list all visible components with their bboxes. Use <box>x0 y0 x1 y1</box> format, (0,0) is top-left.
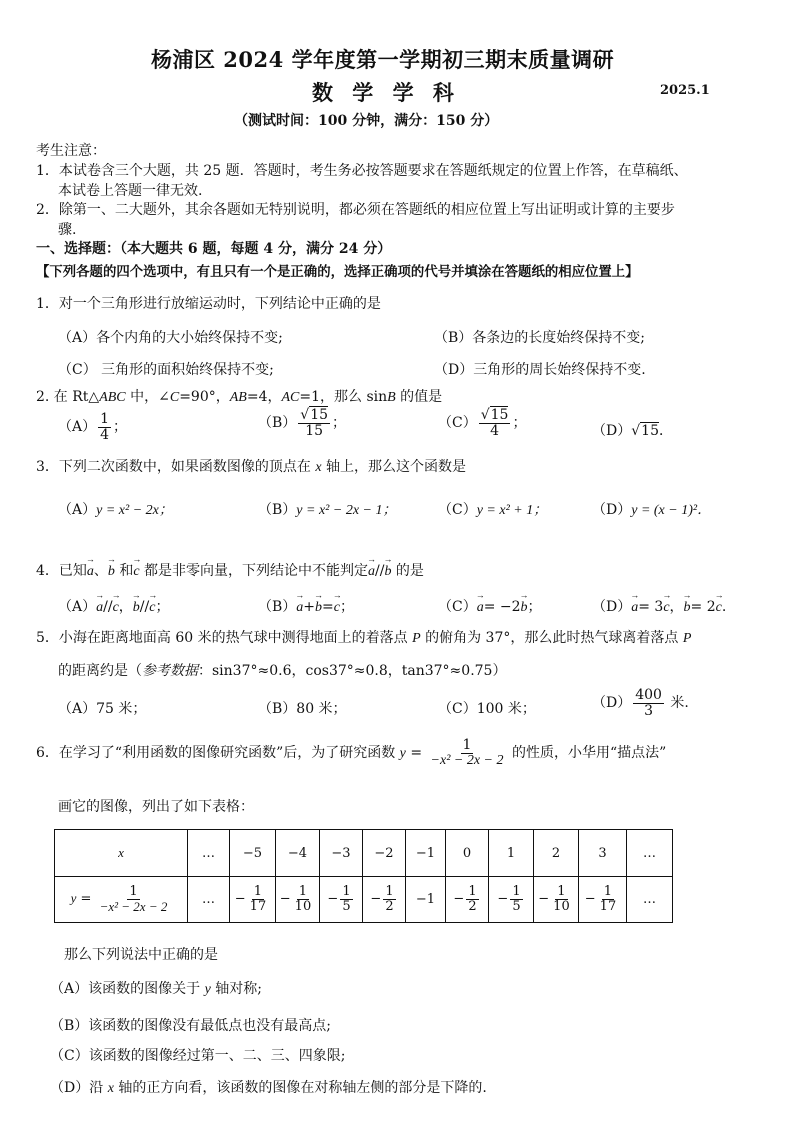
q4-stem: 4．已知→ a、→ b 和→ c 都是非零向量，下列结论中不能判定→ a//→ b 的是 <box>36 560 424 580</box>
q4-option-a: （A）→ a//→ c，→ b//→ c； <box>58 596 169 616</box>
q6-stem: 6．在学习了“利用函数的图像研究函数”后，为了研究函数 y = $\frac{1}{\text{−x² − 2x − 2}}$ 的性质，小华用“描点法” <box>36 737 667 768</box>
q4-option-b: （B）→ a+→ b=→ c； <box>258 596 354 616</box>
section-instruction: 【下列各题的四个选项中，有且只有一个是正确的，选择正确项的代号并填涂在答题纸的相应位置上】 <box>36 264 639 280</box>
q1-option-d: （D）三角形的周长始终保持不变. <box>434 362 646 378</box>
q3-option-a: （A）y = x² − 2x； <box>58 502 173 518</box>
value-table <box>54 829 673 923</box>
q2-stem: 2. 在 Rt△ABC 中，∠C=90°，AB=4，AC=1，那么 sinB 的值是 <box>36 389 443 405</box>
q6-option-a: （A）该函数的图像关于 y 轴对称; <box>50 981 262 997</box>
table-cell: −1 <box>406 877 446 923</box>
q5-stem-line-2: 的距离约是（参考数据：sin37°≈0.6，cos37°≈0.8，tan37°≈0.75） <box>58 663 507 679</box>
notice-item-2: 2．除第一、二大题外，其余各题如无特别说明，都必须在答题纸的相应位置上写出证明或计算的主要步 <box>36 202 675 218</box>
table-cell: −4 <box>276 830 320 877</box>
table-cell: −3 <box>320 830 363 877</box>
q2-option-d: （D）√15． <box>592 423 673 439</box>
exam-info: （测试时间：100 分钟，满分：150 分） <box>234 113 499 129</box>
table-header-x: x <box>55 830 188 877</box>
table-cell: 1 <box>489 830 534 877</box>
table-cell: − $\frac{1}{17}$ <box>230 877 276 923</box>
table-row-x <box>55 830 673 877</box>
q6-option-c: （C）该函数的图像经过第一、二、三、四象限; <box>50 1048 346 1064</box>
q1-option-a: （A）各个内角的大小始终保持不变; <box>58 330 283 346</box>
table-row-y <box>55 877 673 923</box>
q3-stem: 3．下列二次函数中，如果函数图像的顶点在 x 轴上，那么这个函数是 <box>36 459 467 475</box>
exam-date: 2025.1 <box>660 83 710 98</box>
table-cell: −2 <box>363 830 406 877</box>
table-cell: 2 <box>534 830 579 877</box>
table-cell: … <box>188 877 230 923</box>
q6-option-b: （B）该函数的图像没有最低点也没有最高点; <box>50 1018 332 1034</box>
notice-item-1: 1．本试卷含三个大题，共 25 题．答题时，考生务必按答题要求在答题纸规定的位置上作答，在草稿纸、 <box>36 163 688 179</box>
subject-title: 数 学 学 科 <box>312 80 460 105</box>
table-cell: − $\frac{1}{10}$ <box>276 877 320 923</box>
table-cell: − $\frac{1}{5}$ <box>489 877 534 923</box>
table-header-y: y = $\frac{1}{\text{−x² − 2x − 2}}$ <box>55 877 188 923</box>
table-cell: −1 <box>406 830 446 877</box>
q4-option-d: （D）→ a= 3→ c，→ b= 2→ c. <box>592 596 726 616</box>
q5-stem-line-1: 5．小海在距离地面高 60 米的热气球中测得地面上的着落点 P 的俯角为 37°，那么此时热气球离着落点 P <box>36 630 692 646</box>
exam-title: 杨浦区 2024 学年度第一学期初三期末质量调研 <box>151 47 615 72</box>
table-cell: 3 <box>579 830 627 877</box>
notice-heading: 考生注意： <box>36 143 106 159</box>
table-cell: − $\frac{1}{5}$ <box>320 877 363 923</box>
table-cell: … <box>627 830 673 877</box>
q5-option-a: （A）75 米； <box>58 701 147 717</box>
notice-item-1-cont: 本试卷上答题一律无效. <box>58 183 203 199</box>
q6-stem-line-2: 画它的图像，列出了如下表格： <box>58 799 254 815</box>
q3-option-c: （C）y = x² + 1； <box>438 502 548 518</box>
q1-stem: 1．对一个三角形进行放缩运动时，下列结论中正确的是 <box>36 296 381 312</box>
q5-option-c: （C）100 米； <box>438 701 536 717</box>
q2-option-b: （B） $\frac{√15}{15}$ ； <box>258 407 347 439</box>
q1-option-b: （B）各条边的长度始终保持不变; <box>434 330 646 346</box>
table-cell: 0 <box>446 830 489 877</box>
q2-option-c: （C） $\frac{√15}{4}$ ； <box>438 407 527 439</box>
q3-option-d: （D）y = (x − 1)²． <box>592 502 712 518</box>
table-cell: … <box>188 830 230 877</box>
q6-option-d: （D）沿 x 轴的正方向看，该函数的图像在对称轴左侧的部分是下降的. <box>50 1080 487 1096</box>
q5-option-d: （D） $\frac{400}{3}$ 米. <box>592 687 689 719</box>
notice-item-2-cont: 骤. <box>58 222 77 238</box>
q1-option-c: （C） 三角形的面积始终保持不变; <box>58 362 274 378</box>
q5-option-b: （B）80 米； <box>258 701 347 717</box>
section-heading: 一、选择题：（本大题共 6 题，每题 4 分，满分 24 分） <box>36 241 392 257</box>
q4-option-c: （C）→ a= −2→ b； <box>438 596 542 616</box>
table-cell: … <box>627 877 673 923</box>
table-cell: − $\frac{1}{2}$ <box>446 877 489 923</box>
q6-conclusion: 那么下列说法中正确的是 <box>64 947 218 963</box>
q2-option-a: （A） $\frac{1}{4}$ ； <box>58 411 128 443</box>
table-cell: −5 <box>230 830 276 877</box>
table-cell: − $\frac{1}{17}$ <box>579 877 627 923</box>
table-cell: − $\frac{1}{2}$ <box>363 877 406 923</box>
table-cell: − $\frac{1}{10}$ <box>534 877 579 923</box>
q3-option-b: （B）y = x² − 2x − 1； <box>258 502 397 518</box>
